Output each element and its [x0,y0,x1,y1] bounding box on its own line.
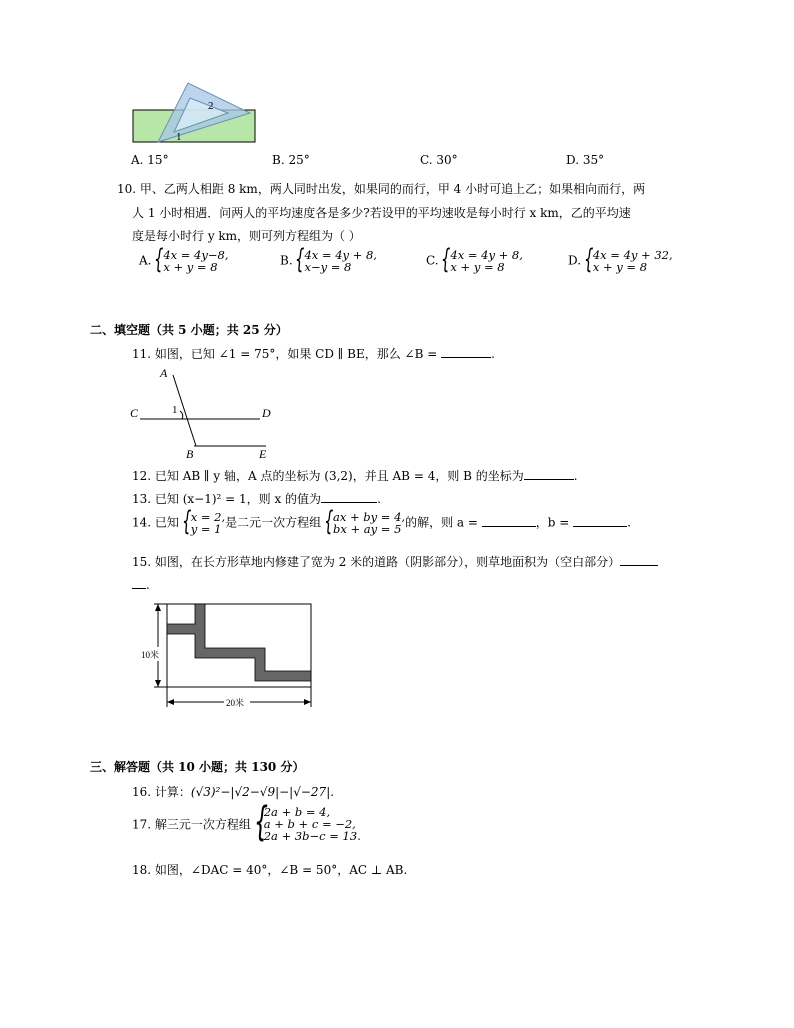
q14-equation-system [325,511,405,535]
q9-figure [128,80,268,148]
q10-option-a [139,249,228,273]
equation: { 2a + b = 4, [263,805,331,819]
q11-end: . [491,347,495,361]
q13-question: 13. 已知 (x−1)² = 1，则 x 的值为 [132,492,322,506]
equation: { 4x = 4y + 32, [592,248,673,262]
q14-pre: 14. 已知 [132,515,179,530]
q15-text [132,553,658,570]
arrow-left-icon [167,699,174,705]
q14-answer-a-blank[interactable] [482,515,536,527]
height-label: 10米 [141,650,160,660]
equation: x + y = 8 [450,260,505,274]
q17-pre: 17. 解三元一次方程组 [132,817,251,832]
q10-option-b [280,249,377,273]
option-label: C. [426,253,439,268]
q9-option-a: A. 15° [131,153,169,167]
arrow-down-icon [155,680,161,687]
section-2-title: 二、填空题（共 5 小题；共 25 分） [90,323,288,337]
q16-pre: 16. 计算： [132,785,191,799]
equation: x + y = 8 [163,260,218,274]
q15-end: . [146,578,150,592]
section-3-title: 三、解答题（共 10 小题；共 130 分） [90,760,305,774]
width-label: 20米 [226,698,245,708]
q13-text [132,490,381,507]
q9-option-d: D. 35° [566,153,605,167]
q16-text [132,783,334,800]
q14-end: . [627,515,631,530]
equation: { ax + by = 4, [332,510,406,524]
q10-line-3: 度是每小时行 y km，则可列方程组为（ ） [132,229,361,243]
q14-comma: ，b = [535,515,574,530]
equation-system [296,249,376,273]
q17-equation-system [255,806,361,842]
q13-answer-blank[interactable] [321,491,377,503]
label-a: A [160,366,168,380]
equation: x + y = 8 [592,260,648,274]
angle-1-arc [180,411,183,419]
q15-answer-blank-cont[interactable] [132,577,146,589]
option-label: A. [139,253,152,268]
option-label: D. [568,253,582,268]
label-d: D [262,406,271,420]
q15-question: 15. 如图，在长方形草地内修建了宽为 2 米的道路（阴影部分），则草地面积为（空白部分） [132,555,621,569]
q9-option-b: B. 25° [272,153,310,167]
label-e: E [259,447,267,460]
equation: { x = 2, [190,510,226,524]
q12-question: 12. 已知 AB ∥ y 轴，A 点的坐标为 (3,2)，并且 AB = 4，则 B 的坐标为 [132,469,524,483]
equation-system [585,249,673,273]
q12-end: . [573,469,578,483]
q10-line-1: 10. 甲、乙两人相距 8 km，两人同时出发，如果同的而行，甲 4 小时可追上乙；如果相向而行，两 [117,182,646,196]
equation: { 4x = 4y + 8, [450,248,523,262]
equation-system [442,249,522,273]
q14-answer-b-blank[interactable] [573,515,627,527]
q14-post: 的解，则 a = [405,515,482,530]
arrow-right-icon [304,699,311,705]
q9-label-2: 2 [208,100,214,112]
q11-figure [128,365,278,460]
q11-answer-blank[interactable] [441,346,491,358]
q12-text [132,467,578,484]
q15-answer-blank[interactable] [620,554,658,566]
label-c: C [130,406,139,420]
equation: y = 1 [190,522,222,536]
equation: a + b + c = −2, [263,817,356,831]
q10-option-d [568,249,673,273]
equation: 2a + 3b−c = 13. [263,829,361,843]
q11-text [132,345,495,362]
q16-expression: (√3)²−|√2−√9|−|√−27|. [190,785,335,799]
q10-line-2: 人 1 小时相遇．问两人的平均速度各是多少?若设甲的平均速收是每小时行 x km，乙的平均速 [132,206,631,220]
equation: { 4x = 4y−8, [163,248,229,262]
q12-answer-blank[interactable] [524,468,574,480]
arrow-up-icon [155,604,161,611]
equation: x−y = 8 [304,260,352,274]
q15-text-wrap [132,577,150,592]
q14-text [132,511,631,535]
equation-system [155,249,228,273]
q9-label-1: 1 [176,131,182,143]
q11-question: 11. 如图，已知 ∠1 = 75°，如果 CD ∥ BE，那么 ∠B = [132,347,442,361]
q14-solution-system [183,511,225,535]
q14-mid: 是二元一次方程组 [225,515,322,530]
label-1: 1 [172,404,178,416]
equation: bx + ay = 5 [332,522,402,536]
q18-text: 18. 如图，∠DAC = 40°，∠B = 50°，AC ⊥ AB. [132,863,408,877]
q13-end: . [377,492,381,506]
q17-text [132,806,361,842]
q10-option-c [426,249,523,273]
label-b: B [186,447,194,460]
equation: { 4x = 4y + 8, [304,248,377,262]
option-label: B. [280,253,293,268]
q15-figure [138,598,320,713]
q9-option-c: C. 30° [420,153,458,167]
